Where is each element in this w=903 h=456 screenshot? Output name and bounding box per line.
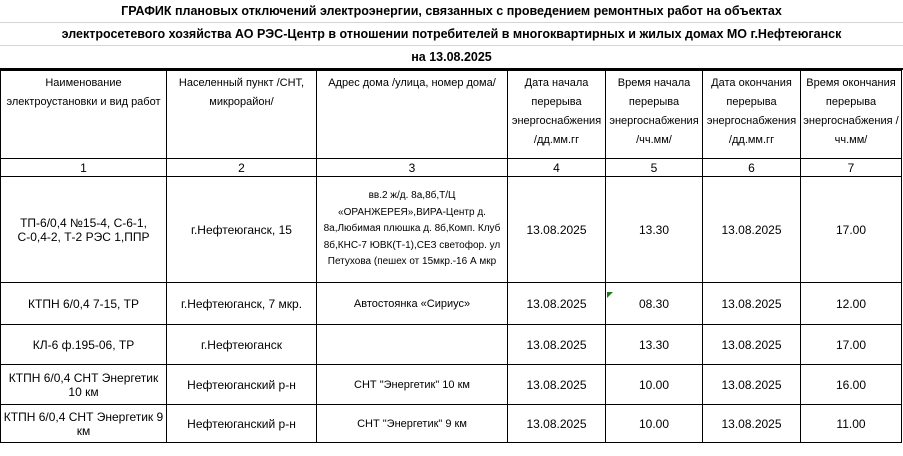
column-number[interactable]: 7: [801, 159, 902, 177]
column-number[interactable]: 6: [703, 159, 801, 177]
table-row: [1, 177, 902, 283]
title-line-1: ГРАФИК плановых отключений электроэнергии, связанных с проведением ремонтных работ на объектах: [0, 0, 903, 23]
header-end-date[interactable]: Дата окончания перерыва энергоснабжения /дд.мм.гг: [703, 71, 801, 159]
locality-cell[interactable]: Нефтеюганский р-н: [167, 405, 317, 443]
start-time-cell[interactable]: 10.00: [606, 365, 703, 405]
address-cell[interactable]: вв.2 ж/д. 8а,8б,Т/Ц «ОРАНЖЕРЕЯ»,ВИРА-Центр д. 8а,Любимая плюшка д. 8б,Комп. Клуб 8б,КНС-7 ЮВК(Т-1),СЕЗ светофор. ул Петухова (пешех от 15мкр.-16 А мкр: [317, 177, 508, 283]
header-address[interactable]: Адрес дома /улица, номер дома/: [317, 71, 508, 159]
address-cell[interactable]: [317, 325, 508, 365]
end-date-cell[interactable]: 13.08.2025: [703, 325, 801, 365]
header-row: [1, 71, 902, 159]
start-date-cell[interactable]: 13.08.2025: [508, 325, 606, 365]
installation-cell[interactable]: КТПН 6/0,4 СНТ Энергетик 9 км: [1, 405, 167, 443]
end-time-cell[interactable]: 16.00: [801, 365, 902, 405]
start-date-cell[interactable]: 13.08.2025: [508, 177, 606, 283]
header-start-time[interactable]: Время начала перерыва энергоснабжения /чч.мм/: [606, 71, 703, 159]
table-row: [1, 405, 902, 443]
end-time-cell[interactable]: 17.00: [801, 325, 902, 365]
installation-cell[interactable]: КТПН 6/0,4 СНТ Энергетик 10 км: [1, 365, 167, 405]
start-date-cell[interactable]: 13.08.2025: [508, 405, 606, 443]
header-start-date[interactable]: Дата начала перерыва энергоснабжения /дд.мм.гг: [508, 71, 606, 159]
comment-marker-icon[interactable]: [607, 292, 613, 298]
locality-cell[interactable]: г.Нефтеюганск, 15: [167, 177, 317, 283]
title-line-2: электросетевого хозяйства АО РЭС-Центр в отношении потребителей в многоквартирных и жилых домах МО г.Нефтеюганск: [0, 23, 903, 46]
end-time-cell[interactable]: 17.00: [801, 177, 902, 283]
title-line-3: на 13.08.2025: [0, 46, 903, 70]
end-time-cell[interactable]: 11.00: [801, 405, 902, 443]
start-time-cell[interactable]: 13.30: [606, 325, 703, 365]
header-end-time[interactable]: Время окончания перерыва энергоснабжения /чч.мм/: [801, 71, 902, 159]
start-time-cell[interactable]: 10.00: [606, 405, 703, 443]
column-number[interactable]: 3: [317, 159, 508, 177]
end-time-cell[interactable]: 12.00: [801, 283, 902, 325]
document-title: [0, 0, 903, 70]
start-date-cell[interactable]: 13.08.2025: [508, 365, 606, 405]
outage-schedule-table: [0, 70, 902, 443]
end-date-cell[interactable]: 13.08.2025: [703, 177, 801, 283]
table-row: [1, 283, 902, 325]
header-installation[interactable]: Наименование электроустановки и вид работ: [1, 71, 167, 159]
start-time-cell[interactable]: 08.30: [606, 283, 703, 325]
installation-cell[interactable]: ТП-6/0,4 №15-4, С-6-1, С-0,4-2, Т-2 РЭС 1,ППР: [1, 177, 167, 283]
column-number-row: [1, 159, 902, 177]
address-cell[interactable]: СНТ "Энергетик" 10 км: [317, 365, 508, 405]
installation-cell[interactable]: КЛ-6 ф.195-06, ТР: [1, 325, 167, 365]
column-number[interactable]: 1: [1, 159, 167, 177]
table-row: [1, 325, 902, 365]
end-date-cell[interactable]: 13.08.2025: [703, 283, 801, 325]
address-cell[interactable]: СНТ "Энергетик" 9 км: [317, 405, 508, 443]
locality-cell[interactable]: Нефтеюганский р-н: [167, 365, 317, 405]
table-row: [1, 365, 902, 405]
locality-cell[interactable]: г.Нефтеюганск, 7 мкр.: [167, 283, 317, 325]
locality-cell[interactable]: г.Нефтеюганск: [167, 325, 317, 365]
header-locality[interactable]: Населенный пункт /СНТ, микрорайон/: [167, 71, 317, 159]
installation-cell[interactable]: КТПН 6/0,4 7-15, ТР: [1, 283, 167, 325]
start-time-cell[interactable]: 13.30: [606, 177, 703, 283]
address-cell[interactable]: Автостоянка «Сириус»: [317, 283, 508, 325]
column-number[interactable]: 5: [606, 159, 703, 177]
end-date-cell[interactable]: 13.08.2025: [703, 405, 801, 443]
column-number[interactable]: 4: [508, 159, 606, 177]
start-date-cell[interactable]: 13.08.2025: [508, 283, 606, 325]
end-date-cell[interactable]: 13.08.2025: [703, 365, 801, 405]
column-number[interactable]: 2: [167, 159, 317, 177]
